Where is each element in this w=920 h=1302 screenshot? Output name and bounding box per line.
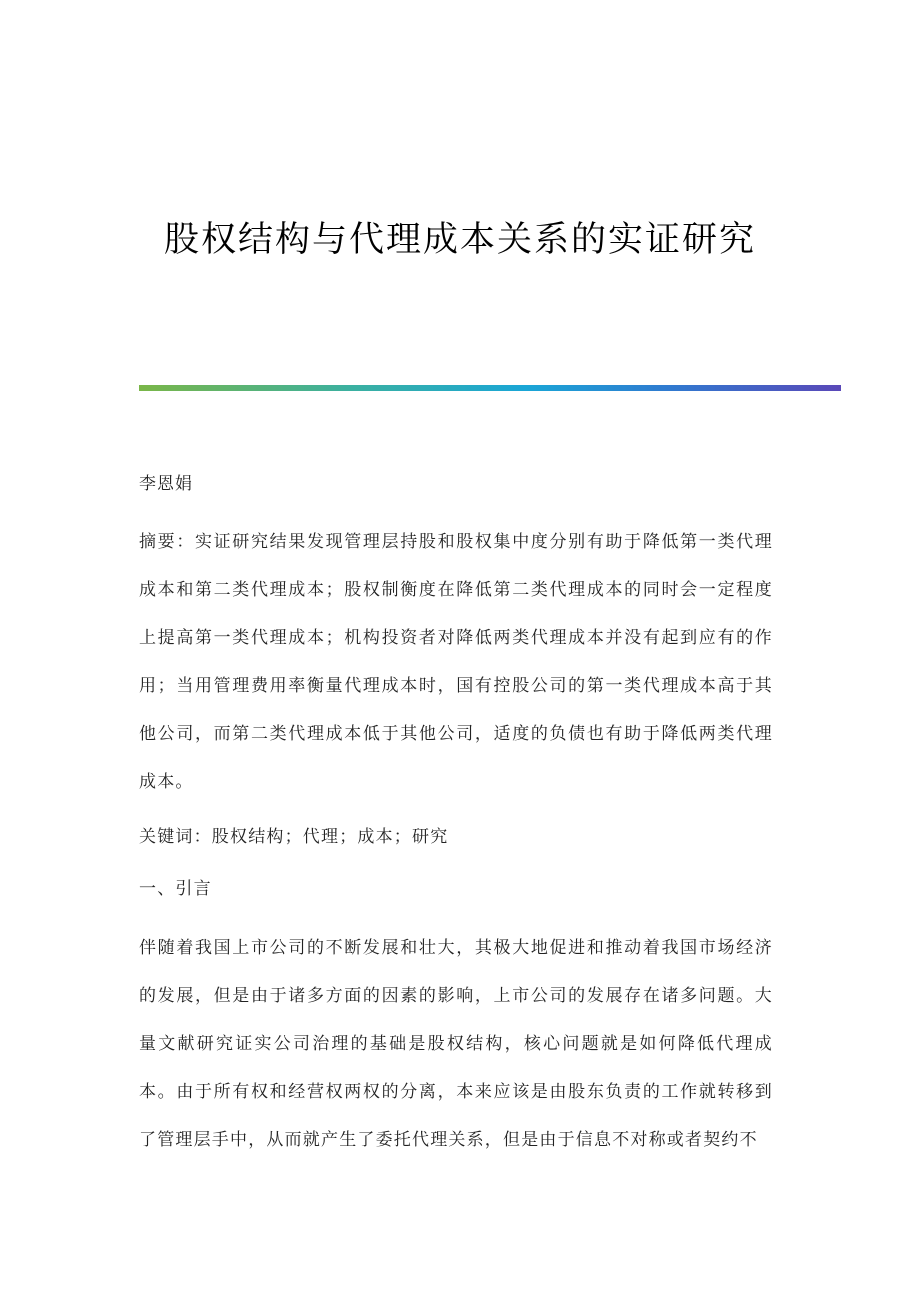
author-name: 李恩娟 [139,474,193,494]
keywords-line: 关键词：股权结构；代理；成本；研究 [139,827,449,847]
section-heading: 一、引言 [139,879,212,899]
intro-paragraph: 伴随着我国上市公司的不断发展和壮大，其极大地促进和推动着我国市场经济的发展，但是由于诸多方面的因素的影响，上市公司的发展存在诸多问题。大量文献研究证实公司治理的基础是股权结构，核心问题就是如何降低代理成本。由于所有权和经营权两权的分离，本来应该是由股东负责的工作就转移到了管理层手中，从而就产生了委托代理关系，但是由于信息不对称或者契约不 [139,938,773,1150]
title-divider [139,385,841,391]
document-title: 股权结构与代理成本关系的实证研究 [163,220,756,260]
abstract-paragraph: 摘要：实证研究结果发现管理层持股和股权集中度分别有助于降低第一类代理成本和第二类代理成本；股权制衡度在降低第二类代理成本的同时会一定程度上提高第一类代理成本；机构投资者对降低两类代理成本并没有起到应有的作用；当用管理费用率衡量代理成本时，国有控股公司的第一类代理成本高于其他公司，而第二类代理成本低于其他公司，适度的负债也有助于降低两类代理成本。 [139,532,773,792]
